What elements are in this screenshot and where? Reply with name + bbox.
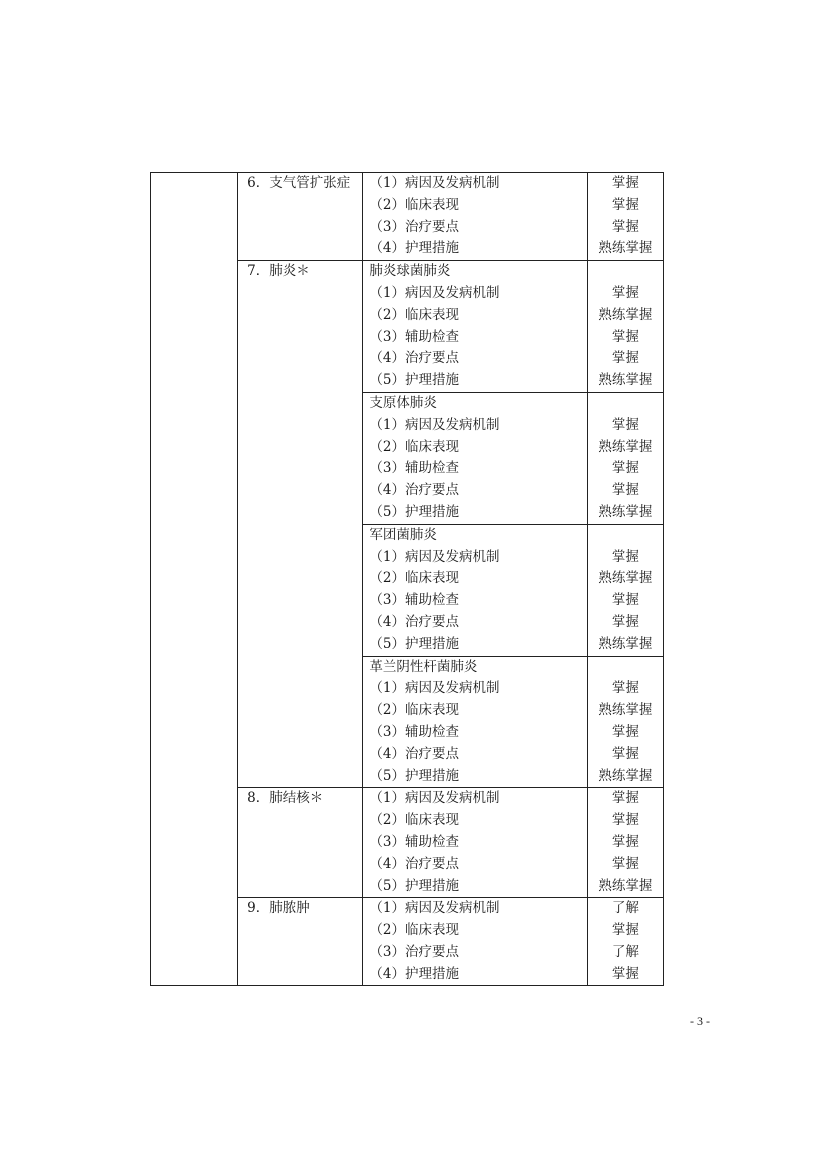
requirement-cell [587, 261, 663, 393]
content-item: （4）治疗要点 [369, 855, 459, 872]
content-item: （5）护理措施 [369, 877, 459, 894]
requirement-level: 掌握 [611, 350, 639, 367]
requirement-level: 熟练掌握 [598, 438, 653, 455]
requirement-cell [587, 392, 663, 524]
content-item: （3）辅助检查 [369, 592, 459, 609]
requirement-level: 掌握 [611, 328, 639, 345]
requirement-level: 掌握 [611, 965, 639, 982]
table-body [151, 173, 664, 986]
requirement-spacer [588, 657, 663, 679]
requirement-cell [587, 788, 663, 898]
content-item: （4）治疗要点 [369, 745, 459, 762]
topic-cell [238, 261, 363, 788]
requirement-level: 掌握 [611, 680, 639, 697]
content-item: （1）病因及发病机制 [369, 175, 500, 191]
content-item: （4）治疗要点 [369, 482, 459, 499]
requirement-level: 掌握 [611, 723, 639, 740]
table-row [151, 173, 664, 261]
content-item: （5）护理措施 [369, 635, 459, 652]
requirement-level: 掌握 [611, 855, 639, 872]
requirement-level: 了解 [611, 943, 639, 960]
requirement-spacer [588, 393, 663, 415]
unit-cell [151, 173, 238, 986]
content-item: （5）护理措施 [369, 503, 459, 520]
requirement-level: 熟练掌握 [598, 306, 653, 323]
content-item: （1）病因及发病机制 [369, 790, 500, 807]
content-item: （2）临床表现 [369, 702, 459, 719]
requirement-level: 掌握 [611, 548, 639, 565]
content-cell [363, 898, 587, 986]
requirement-level: 掌握 [611, 922, 639, 939]
subtopic-heading: 革兰阴性杆菌肺炎 [369, 658, 478, 675]
content-item: （3）辅助检查 [369, 833, 459, 850]
requirement-level: 掌握 [611, 613, 639, 630]
content-item: （2）临床表现 [369, 812, 459, 829]
content-cell [363, 656, 587, 788]
topic-cell [238, 788, 363, 898]
content-item: （1）病因及发病机制 [369, 548, 500, 565]
requirement-level: 掌握 [611, 790, 639, 807]
requirement-spacer [588, 261, 663, 283]
subtopic-heading: 军团菌肺炎 [369, 526, 437, 543]
content-item: （1）病因及发病机制 [369, 284, 500, 301]
requirement-cell [587, 898, 663, 986]
content-item: （1）病因及发病机制 [369, 416, 500, 433]
requirement-level: 掌握 [611, 745, 639, 762]
requirement-level: 掌握 [611, 175, 639, 191]
content-item: （3）辅助检查 [369, 460, 459, 477]
requirement-level: 熟练掌握 [598, 503, 653, 520]
syllabus-table [150, 172, 664, 986]
requirement-level: 掌握 [611, 592, 639, 609]
requirement-level: 了解 [611, 900, 639, 917]
content-item: （5）护理措施 [369, 372, 459, 389]
requirement-level: 掌握 [611, 196, 639, 213]
content-item: （2）临床表现 [369, 922, 459, 939]
requirement-cell [587, 656, 663, 788]
content-item: （1）病因及发病机制 [369, 900, 500, 917]
content-cell [363, 173, 587, 261]
content-cell [363, 524, 587, 656]
topic-title: 9．肺脓肿 [247, 900, 310, 917]
requirement-level: 掌握 [611, 284, 639, 301]
content-cell [363, 261, 587, 393]
content-item: （2）临床表现 [369, 196, 459, 213]
topic-title: 8．肺结核＊ [247, 790, 324, 807]
requirement-level: 掌握 [611, 812, 639, 829]
requirement-level: 熟练掌握 [598, 570, 653, 587]
content-item: （4）治疗要点 [369, 613, 459, 630]
content-item: （3）辅助检查 [369, 723, 459, 740]
content-item: （2）临床表现 [369, 306, 459, 323]
requirement-level: 熟练掌握 [598, 635, 653, 652]
content-item: （3）治疗要点 [369, 943, 459, 960]
topic-cell [238, 898, 363, 986]
content-item: （4）治疗要点 [369, 350, 459, 367]
requirement-level: 掌握 [611, 460, 639, 477]
content-item: （3）辅助检查 [369, 328, 459, 345]
requirement-level: 熟练掌握 [598, 877, 653, 894]
topic-title: 6．支气管扩张症 [247, 175, 351, 191]
topic-cell [238, 173, 363, 261]
requirement-cell [587, 173, 663, 261]
requirement-spacer [588, 525, 663, 547]
requirement-level: 熟练掌握 [598, 372, 653, 389]
requirement-level: 熟练掌握 [598, 767, 653, 784]
requirement-level: 掌握 [611, 833, 639, 850]
requirement-level: 熟练掌握 [598, 702, 653, 719]
content-cell [363, 392, 587, 524]
requirement-cell [587, 524, 663, 656]
requirement-level: 掌握 [611, 218, 639, 235]
subtopic-heading: 支原体肺炎 [369, 394, 437, 411]
subtopic-heading: 肺炎球菌肺炎 [369, 263, 451, 280]
content-item: （2）临床表现 [369, 438, 459, 455]
content-item: （1）病因及发病机制 [369, 680, 500, 697]
content-item: （3）治疗要点 [369, 218, 459, 235]
content-item: （5）护理措施 [369, 767, 459, 784]
content-item: （2）临床表现 [369, 570, 459, 587]
requirement-level: 熟练掌握 [598, 240, 653, 257]
content-item: （4）护理措施 [369, 240, 459, 257]
content-cell [363, 788, 587, 898]
topic-title: 7．肺炎＊ [247, 263, 310, 280]
content-item: （4）护理措施 [369, 965, 459, 982]
requirement-level: 掌握 [611, 482, 639, 499]
requirement-level: 掌握 [611, 416, 639, 433]
page-number: - 3 - [690, 1014, 710, 1028]
